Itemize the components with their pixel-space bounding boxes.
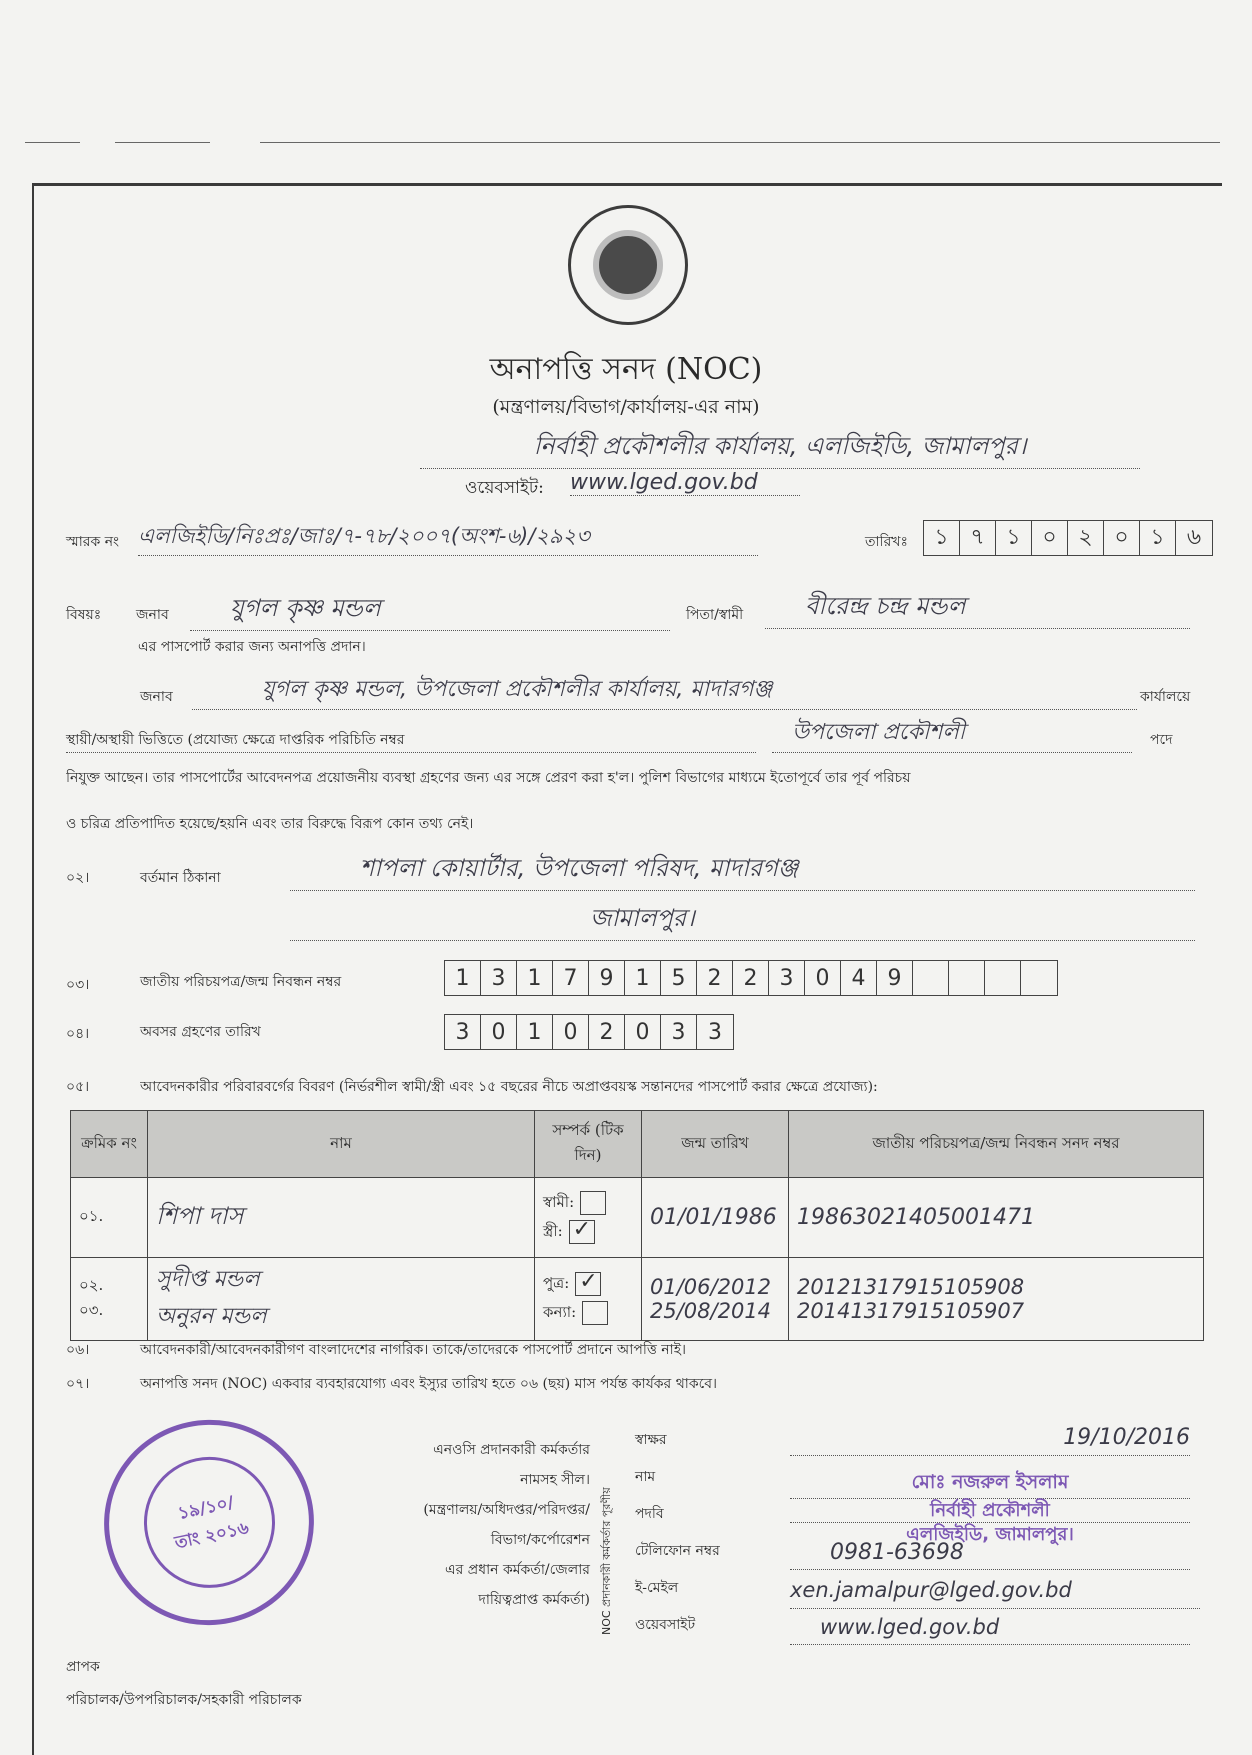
id-cell: 19863021405001471 (789, 1178, 1204, 1258)
date-digit-box: ৬ (1186, 524, 1202, 550)
col-dob: জন্ম তারিখ (642, 1111, 789, 1178)
nid-digit-box: 7 (553, 961, 589, 995)
nid-digit-box: 1 (625, 961, 661, 995)
nid-digit-box: 1 (445, 961, 481, 995)
retire-digit-box: 1 (517, 1015, 553, 1049)
body-janab: জনাব (140, 689, 173, 705)
retire-digit-box: 3 (708, 1019, 722, 1045)
item3-num: ০৩। (66, 977, 90, 993)
nid-boxes (444, 960, 1058, 996)
nid-digit-box: 1 (517, 961, 553, 995)
item3-label: জাতীয় পরিচয়পত্র/জন্ম নিবন্ধন নম্বর (140, 974, 342, 990)
father-label: পিতা/স্বামী (686, 607, 744, 623)
wife-checkbox[interactable] (569, 1220, 595, 1244)
col-relation: সম্পর্ক (টিক দিন) (535, 1111, 642, 1178)
table-row (71, 1258, 1204, 1341)
relation-cell (535, 1178, 642, 1258)
serial-3: ০৩. (79, 1301, 104, 1319)
left-line: এনওসি প্রদানকারী কর্মকর্তার (433, 1442, 590, 1458)
father-name: বীরেন্দ্র চন্দ্র মন্ডল (765, 588, 1190, 629)
officer-name-stamp: মোঃ নজরুল ইসলাম (790, 1468, 1190, 1499)
name-3: অনুরন মন্ডল (156, 1304, 267, 1329)
retire-digit-box: 0 (481, 1015, 517, 1049)
nid-digit-box: 4 (841, 961, 877, 995)
doc-title: অনাপত্তি সনদ (NOC) (489, 352, 763, 387)
field-label: পদবি (635, 1506, 664, 1522)
office-name: নির্বাহী প্রকৌশলীর কার্যালয়, এলজিইডি, জামালপুর। (420, 428, 1140, 469)
website-value: www.lged.gov.bd (570, 470, 800, 496)
wife-label: স্ত্রী: (543, 1221, 563, 1240)
sign-left-text (330, 1435, 590, 1615)
serial-cell: ০১. (71, 1178, 148, 1258)
date-digit-box: ০ (1104, 521, 1140, 555)
field-label: স্বাক্ষর (635, 1432, 667, 1448)
item1-num: ০২। (66, 870, 90, 886)
memo-value: এলজিইডি/নিঃপ্রঃ/জাঃ/৭-৭৮/২০০৭(অংশ-৬)/২৯২৩ (138, 520, 758, 556)
phone-value: 0981-63698 (790, 1540, 1190, 1570)
dob-cell (642, 1258, 789, 1341)
date-label: তারিখঃ (865, 534, 908, 550)
top-rule (115, 142, 210, 143)
nid-digit-box: 9 (589, 961, 625, 995)
top-rule (25, 142, 80, 143)
email-value: xen.jamalpur@lged.gov.bd (790, 1578, 1200, 1609)
name-2: সুদীপ্ত মন্ডল (156, 1267, 260, 1292)
website-sign-value: www.lged.gov.bd (790, 1615, 1190, 1645)
field-label: ই-মেইল (635, 1580, 679, 1596)
retire-digit-box: 3 (661, 1015, 697, 1049)
field-label: ওয়েবসাইট (635, 1617, 696, 1633)
dob-cell: 01/01/1986 (642, 1178, 789, 1258)
left-line: বিভাগ/কর্পোরেশন (490, 1532, 590, 1548)
address-value-2: জামালপুর। (290, 900, 1195, 941)
nid-digit-box (949, 961, 985, 995)
name-cell: শিপা দাস (148, 1178, 535, 1258)
family-table (70, 1110, 1204, 1341)
janab-label: জনাব (136, 607, 169, 623)
item5-num: ০৫। (66, 1079, 90, 1095)
signature-date: 19/10/2016 (790, 1425, 1190, 1456)
date-boxes (923, 520, 1213, 556)
date-digit-box: ১ (1140, 521, 1176, 555)
left-line: দায়িত্বপ্রাপ্ত কর্মকর্তা) (478, 1592, 590, 1608)
item7-num: ০৭। (66, 1376, 90, 1392)
retire-boxes (444, 1014, 734, 1050)
date-digit-box: ৭ (960, 521, 996, 555)
retire-digit-box: 2 (589, 1015, 625, 1049)
top-rule (260, 142, 1220, 143)
body-post-suffix: পদে (1150, 732, 1173, 748)
son-label: পুত্র: (543, 1274, 570, 1292)
id-2: 20121317915105908 (797, 1275, 1025, 1299)
date-digit-box: ১ (996, 521, 1032, 555)
table-row (71, 1178, 1204, 1258)
item4-label: অবসর গ্রহণের তারিখ (140, 1024, 261, 1040)
left-line: এর প্রধান কর্মকর্তা/জেলার (444, 1562, 590, 1578)
address-value: শাপলা কোয়ার্টার, উপজেলা পরিষদ, মাদারগঞ্জ (290, 850, 1195, 891)
nid-digit-box: 3 (481, 961, 517, 995)
body-office-suffix: কার্যালয়ে (1140, 689, 1191, 705)
dob-2: 01/06/2012 (650, 1275, 772, 1299)
serial-cell (71, 1258, 148, 1341)
date-digit-box: ১ (924, 521, 960, 555)
government-seal-icon (568, 205, 688, 325)
item6-num: ০৬। (66, 1342, 90, 1358)
retire-digit-box: 0 (553, 1015, 589, 1049)
subject-label: বিষয়ঃ (66, 607, 102, 623)
nid-digit-box (1021, 961, 1057, 995)
stamp-date-1: ১৯/১০/ (176, 1492, 236, 1524)
nid-digit-box: 2 (697, 961, 733, 995)
col-serial: ক্রমিক নং (71, 1111, 148, 1178)
dob-3: 25/08/2014 (650, 1299, 772, 1323)
body-line-status: স্থায়ী/অস্থায়ী ভিত্তিতে (প্রযোজ্য ক্ষেত্রে দাপ্তরিক পরিচিতি নম্বর (66, 728, 756, 753)
body-para2: ও চরিত্র প্রতিপাদিত হয়েছে/হয়নি এবং তার বিরুদ্ধে বিরূপ কোন তথ্য নেই। (66, 816, 474, 832)
item6-text: আবেদনকারী/আবেদনকারীগণ বাংলাদেশের নাগরিক। তাকে/তাদেরকে পাসপোর্ট প্রদানে আপত্তি নাই। (140, 1342, 687, 1358)
nid-digit-box: 9 (877, 961, 913, 995)
nid-digit-box (913, 961, 949, 995)
relation-cell (535, 1258, 642, 1341)
designation-stamp: নির্বাহী প্রকৌশলী (790, 1496, 1190, 1523)
col-id: জাতীয় পরিচয়পত্র/জন্ম নিবন্ধন সনদ নম্বর (789, 1111, 1204, 1178)
recipient-line: পরিচালক/উপপরিচালক/সহকারী পরিচালক (66, 1692, 302, 1708)
nid-digit-box: 0 (805, 961, 841, 995)
item1-label: বর্তমান ঠিকানা (140, 870, 221, 886)
date-digit-box: ২ (1068, 521, 1104, 555)
id-3: 20141317915105907 (797, 1299, 1025, 1323)
body-para1: নিযুক্ত আছেন। তার পাসপোর্টের আবেদনপত্র প্রয়োজনীয় ব্যবস্থা গ্রহণের জন্য এর সঙ্গে প্রেরণ করা হ'ল। পুলিশ বিভাগের মাধ্যমে ইতোপূর্বে তার পূর্ব পরিচয় (66, 770, 911, 786)
daughter-checkbox[interactable] (582, 1301, 608, 1325)
body-post: উপজেলা প্রকৌশলী (772, 715, 1132, 753)
website-label: ওয়েবসাইট: (465, 478, 544, 498)
daughter-label: কন্যা: (543, 1303, 577, 1321)
nid-digit-box: 2 (733, 961, 769, 995)
date-digit-box: ০ (1032, 521, 1068, 555)
item4-num: ০৪। (66, 1026, 90, 1042)
item7-text: অনাপত্তি সনদ (NOC) একবার ব্যবহারযোগ্য এবং ইস্যুর তারিখ হতে ০৬ (ছয়) মাস পর্যন্ত কার্যকর থাকবে। (140, 1376, 718, 1392)
id-cell (789, 1258, 1204, 1341)
doc-subtitle: (মন্ত্রণালয়/বিভাগ/কার্যালয়-এর নাম) (492, 396, 760, 418)
stamp-date-2: তাং ২০১৬ (172, 1517, 251, 1553)
col-name: নাম (148, 1111, 535, 1178)
retire-digit-box: 3 (445, 1015, 481, 1049)
item5-label: আবেদনকারীর পরিবারবর্গের বিবরণ (নির্ভরশীল স্বামী/স্ত্রী এবং ১৫ বছরের নীচে অপ্রাপ্তবয়স্ক সন্তানদের পাসপোর্ট করার ক্ষেত্রে প্রযোজ্য): (140, 1079, 878, 1095)
office-stamp-text: এলজিইডি, জামালপুর। (906, 1524, 1074, 1545)
left-line: নামসহ সীল। (520, 1472, 590, 1488)
retire-digit-box: 0 (625, 1015, 661, 1049)
nid-digit-box: 5 (661, 961, 697, 995)
subject-name: যুগল কৃষ্ণ মন্ডল (190, 590, 670, 631)
nid-digit-box (985, 961, 1021, 995)
husband-checkbox[interactable] (580, 1191, 606, 1215)
name-cell (148, 1258, 535, 1341)
son-checkbox[interactable] (575, 1272, 601, 1296)
field-labels (635, 1422, 720, 1644)
subject-line2: এর পাসপোর্ট করার জন্য অনাপত্তি প্রদান। (138, 639, 366, 655)
recipient-label: প্রাপক (66, 1659, 100, 1675)
nid-digit-box: 3 (769, 961, 805, 995)
memo-label: স্মারক নং (66, 534, 120, 550)
husband-label: স্বামী: (543, 1192, 575, 1211)
field-label: নাম (635, 1469, 656, 1485)
body-name-office: যুগল কৃষ্ণ মন্ডল, উপজেলা প্রকৌশলীর কার্যালয়, মাদারগঞ্জ (192, 672, 1137, 710)
serial-2: ০২. (79, 1276, 104, 1294)
vertical-note: NOC প্রদানকারী কর্মকর্তার পূরণীয় (600, 1487, 613, 1635)
field-label: টেলিফোন নম্বর (635, 1543, 720, 1559)
left-line: (মন্ত্রণালয়/অধিদপ্তর/পরিদপ্তর/ (423, 1502, 590, 1518)
